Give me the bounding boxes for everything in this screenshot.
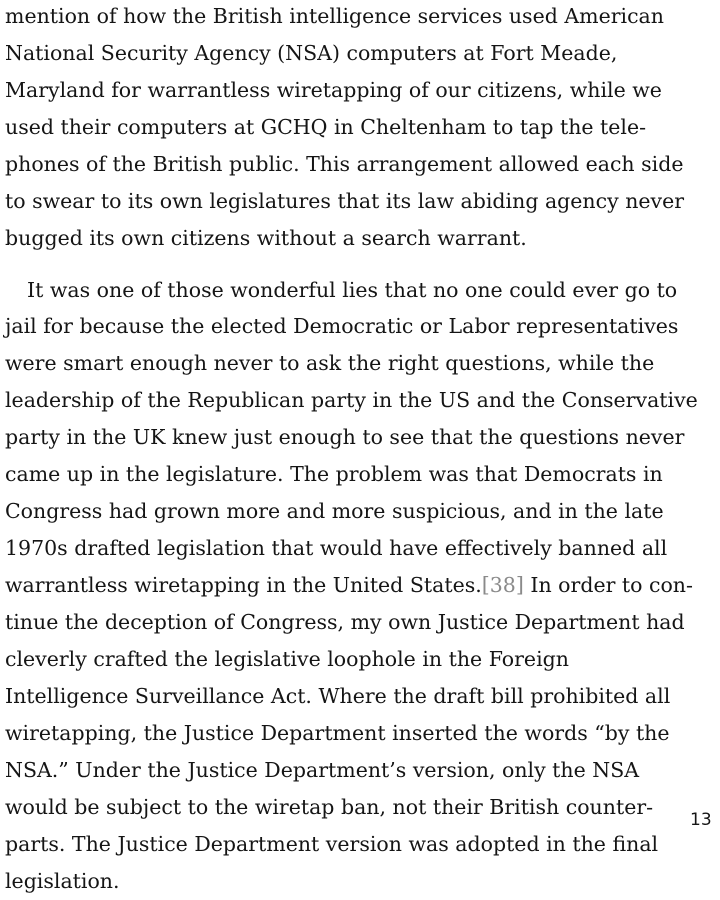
paragraph-2-line-5: party in the UK knew just enough to see that the questions never [5, 425, 685, 449]
paragraph-1-line-3: Maryland for warrantless wiretapping of our citizens, while we [5, 78, 662, 102]
paragraph-2-line-6: came up in the legislature. The problem was that Democrats in [5, 462, 663, 486]
paragraph-2-line-9-text-after: In order to con- [523, 573, 693, 597]
paragraph-1-line-2: National Security Agency (NSA) computers at Fort Meade, [5, 41, 618, 65]
paragraph-2-line-8: 1970s drafted legislation that would have effectively banned all [5, 536, 668, 560]
paragraph-2-line-9-text-before: warrantless wiretapping in the United States. [5, 573, 482, 597]
paragraph-2-line-10: tinue the deception of Congress, my own Justice Department had [5, 610, 685, 634]
page-number: 13 [690, 810, 712, 830]
paragraph-2-line-13: wiretapping, the Justice Department inserted the words “by the [5, 721, 670, 745]
footnote-reference-link[interactable]: [38] [481, 573, 524, 597]
paragraph-2-line-3: were smart enough never to ask the right questions, while the [5, 351, 655, 375]
paragraph-2-line-9 [5, 575, 693, 596]
paragraph-1-line-5: phones of the British public. This arrangement allowed each side [5, 152, 684, 176]
paragraph-1-line-4: used their computers at GCHQ in Cheltenham to tap the tele- [5, 115, 647, 139]
paragraph-1-line-1: mention of how the British intelligence services used American [5, 4, 664, 28]
paragraph-2-line-15: would be subject to the wiretap ban, not their British counter- [5, 795, 654, 819]
paragraph-2-line-11: cleverly crafted the legislative loophole in the Foreign [5, 647, 569, 671]
paragraph-2-line-7: Congress had grown more and more suspicious, and in the late [5, 499, 664, 523]
paragraph-2-line-2: jail for because the elected Democratic or Labor representatives [5, 314, 679, 338]
paragraph-1-line-6: to swear to its own legislatures that its law abiding agency never [5, 189, 685, 213]
paragraph-1-line-7: bugged its own citizens without a search warrant. [5, 226, 527, 250]
paragraph-2-line-14: NSA.” Under the Justice Department’s version, only the NSA [5, 758, 640, 782]
paragraph-2-line-1: It was one of those wonderful lies that no one could ever go to [27, 278, 678, 302]
paragraph-2-line-4: leadership of the Republican party in the US and the Conservative [5, 388, 698, 412]
paragraph-2-line-17: legislation. [5, 869, 120, 893]
paragraph-2-line-16: parts. The Justice Department version was adopted in the final [5, 832, 659, 856]
paragraph-2-line-12: Intelligence Surveillance Act. Where the draft bill prohibited all [5, 684, 671, 708]
